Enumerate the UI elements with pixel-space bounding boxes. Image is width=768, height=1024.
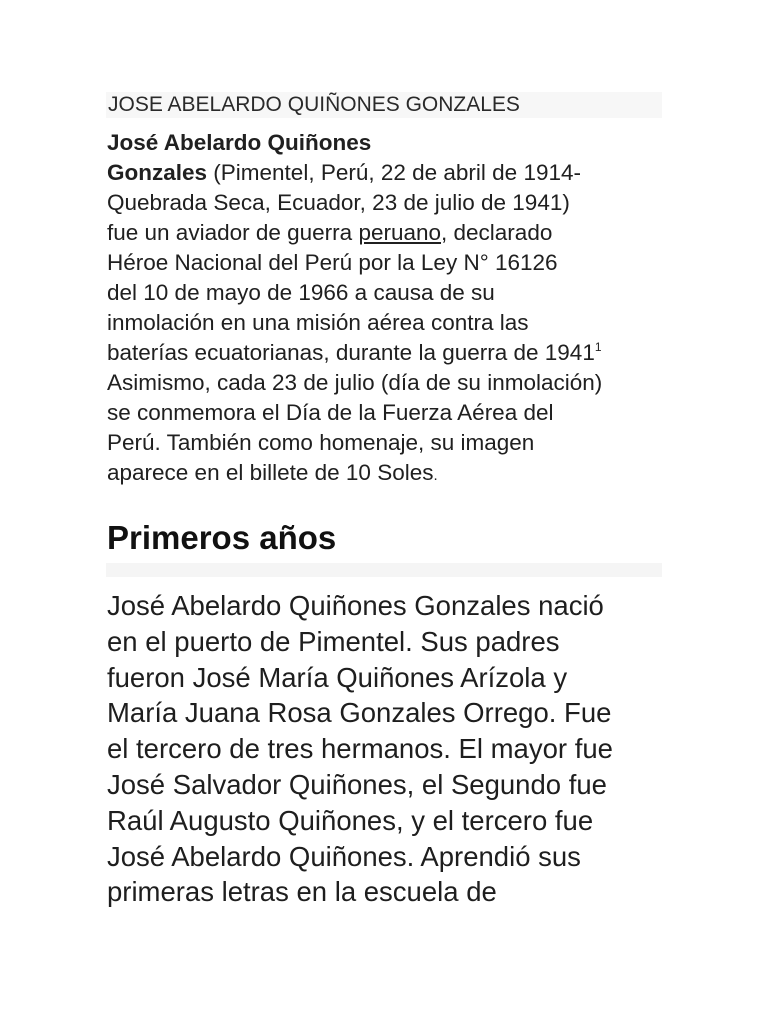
intro-line-4-post: , declarado	[441, 220, 553, 245]
intro-line-8-text: baterías ecuatorianas, durante la guerra de 1941	[107, 340, 595, 365]
subject-name-part-1: José Abelardo Quiñones	[107, 130, 372, 155]
section-line: José Abelardo Quiñones. Aprendió sus	[107, 840, 581, 872]
intro-line-5: Héroe Nacional del Perú por la Ley N° 16126	[107, 250, 558, 275]
subject-name-part-2: Gonzales	[107, 160, 208, 185]
intro-line-4	[107, 218, 667, 248]
section-divider-bar	[106, 563, 662, 577]
intro-line-7: inmolación en una misión aérea contra las	[107, 310, 529, 335]
footnote-reference[interactable]: 1	[594, 340, 602, 354]
section-paragraph	[107, 588, 677, 910]
intro-line-8	[107, 338, 667, 368]
intro-line-12	[107, 458, 667, 491]
intro-line-6: del 10 de mayo de 1966 a causa de su	[107, 280, 495, 305]
intro-paragraph	[107, 128, 667, 491]
intro-line-12-text: aparece en el billete de 10 Soles	[107, 460, 434, 485]
intro-line-4-pre: fue un aviador de guerra	[107, 220, 359, 245]
section-line: José Abelardo Quiñones Gonzales nació	[107, 590, 604, 621]
intro-line-2-text: (Pimentel, Perú, 22 de abril de 1914-	[207, 160, 581, 185]
intro-line-2	[107, 158, 667, 188]
intro-line-1	[107, 128, 667, 158]
section-line: el tercero de tres hermanos. El mayor fue	[107, 733, 613, 765]
peruano-link[interactable]: peruano	[358, 220, 442, 245]
document-title: JOSE ABELARDO QUIÑONES GONZALES	[108, 93, 520, 116]
intro-line-10: se conmemora el Día de la Fuerza Aérea del	[107, 400, 554, 425]
section-line: primeras letras en la escuela de	[107, 876, 497, 908]
intro-line-3: Quebrada Seca, Ecuador, 23 de julio de 1941)	[107, 190, 570, 215]
section-heading: Primeros años	[107, 519, 337, 556]
section-line: fueron José María Quiñones Arízola y	[107, 661, 568, 693]
section-line: en el puerto de Pimentel. Sus padres	[107, 625, 560, 657]
intro-line-11: Perú. También como homenaje, su imagen	[107, 430, 535, 455]
section-line: Raúl Augusto Quiñones, y el tercero fue	[107, 804, 594, 836]
intro-line-9: Asimismo, cada 23 de julio (día de su inmolación)	[107, 370, 603, 395]
section-line: José Salvador Quiñones, el Segundo fue	[107, 768, 607, 800]
intro-line-12-period: .	[433, 467, 438, 484]
section-line: María Juana Rosa Gonzales Orrego. Fue	[107, 697, 612, 729]
